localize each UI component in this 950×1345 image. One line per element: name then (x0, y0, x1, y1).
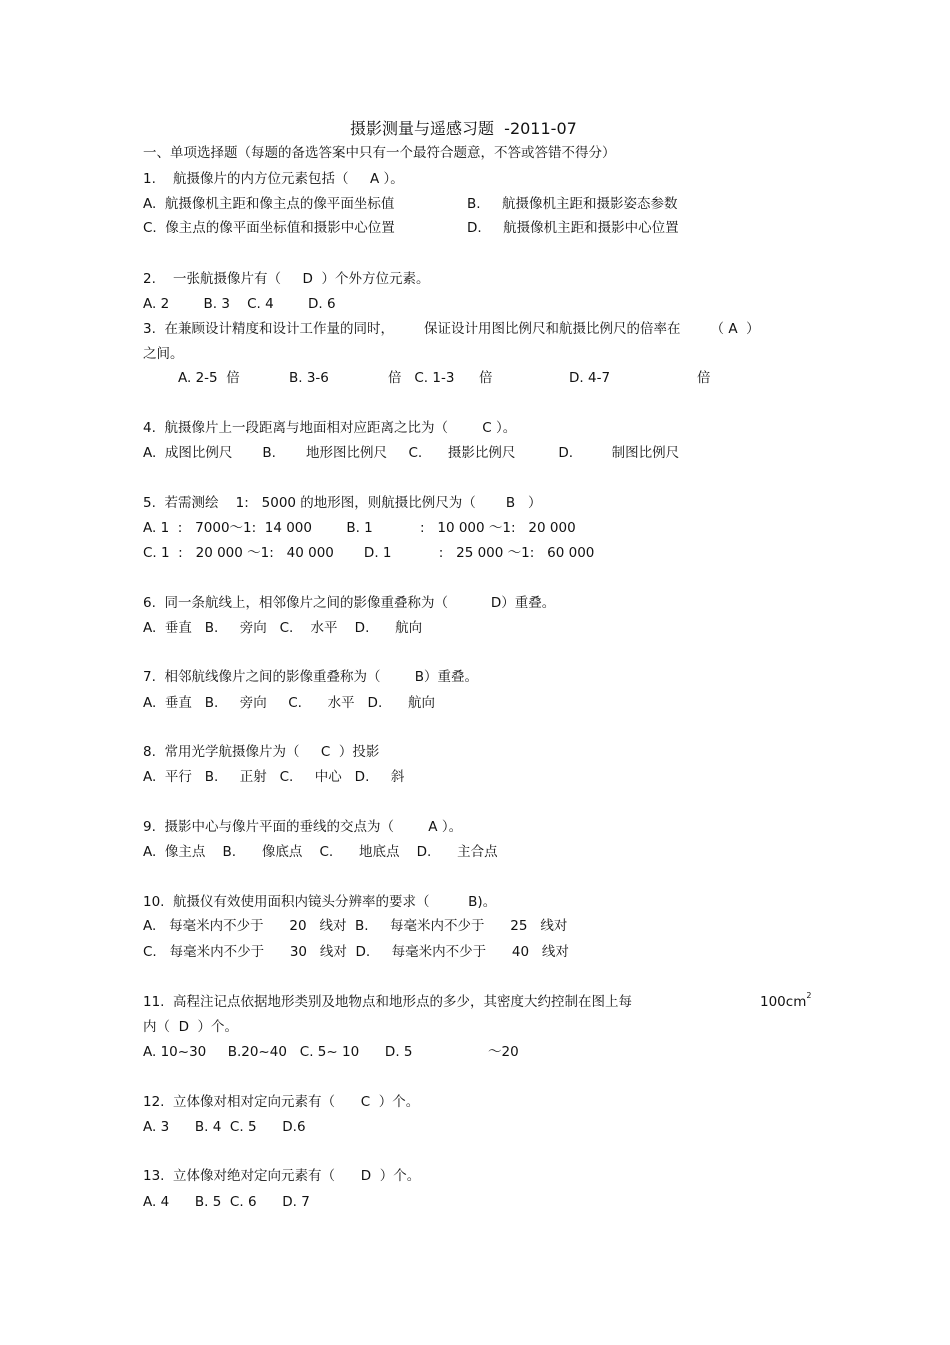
question-2-options: A. 2 B. 3 C. 4 D. 6 (143, 296, 336, 312)
question-10-options-cd: C. 每毫米内不少于 30 线对 D. 每毫米内不少于 40 线对 (143, 944, 569, 960)
question-11-options-tail: ～20 (488, 1044, 519, 1060)
question-8-stem: 8. 常用光学航摄像片为（ C ）投影 (143, 744, 380, 760)
question-3-unit-d: 倍 (697, 370, 711, 386)
question-7-options: A. 垂直 B. 旁向 C. 水平 D. 航向 (143, 695, 435, 711)
question-13-stem: 13. 立体像对绝对定向元素有（ D ）个。 (143, 1168, 421, 1184)
question-3-stem-cont: 之间。 (143, 346, 184, 362)
question-11-area-superscript: 2 (806, 991, 812, 1000)
question-1-option-d: D. 航摄像机主距和摄影中心位置 (467, 220, 679, 236)
question-8-options: A. 平行 B. 正射 C. 中心 D. 斜 (143, 769, 405, 785)
question-3-option-c: 倍 C. 1-3 (388, 370, 455, 386)
question-2-stem: 2. 一张航摄像片有（ D ）个外方位元素。 (143, 271, 430, 287)
question-4-stem: 4. 航摄像片上一段距离与地面相对应距离之比为（ C ）。 (143, 420, 517, 436)
question-9-stem: 9. 摄影中心与像片平面的垂线的交点为（ A ）。 (143, 819, 463, 835)
question-4-options: A. 成图比例尺 B. 地形图比例尺 C. 摄影比例尺 D. 制图比例尺 (143, 445, 680, 461)
question-5-options-cd: C. 1 : 20 000 ～1: 40 000 D. 1 : 25 000 ～1: 60 000 (143, 545, 595, 561)
question-6-stem: 6. 同一条航线上，相邻像片之间的影像重叠称为（ D）重叠。 (143, 595, 556, 611)
question-1-option-a: A. 航摄像机主距和像主点的像平面坐标值 (143, 196, 395, 212)
question-3-unit: 倍 (479, 370, 493, 386)
question-1-option-c: C. 像主点的像平面坐标值和摄影中心位置 (143, 220, 395, 236)
question-6-options: A. 垂直 B. 旁向 C. 水平 D. 航向 (143, 620, 423, 636)
question-10-stem: 10. 航摄仪有效使用面积内镜头分辨率的要求（ B)。 (143, 894, 497, 910)
question-1-option-b: B. 航摄像机主距和摄影姿态参数 (467, 196, 678, 212)
question-9-options: A. 像主点 B. 像底点 C. 地底点 D. 主合点 (143, 844, 498, 860)
question-1-stem: 1. 航摄像片的内方位元素包括（ A ）。 (143, 171, 404, 187)
question-7-stem: 7. 相邻航线像片之间的影像重叠称为（ B）重叠。 (143, 669, 479, 685)
question-11-area-value: 100cm (760, 994, 807, 1010)
question-5-options-ab: A. 1 : 7000～1: 14 000 B. 1 : 10 000 ～1: 20 000 (143, 520, 576, 536)
question-3-option-a: A. 2-5 倍 (178, 370, 240, 386)
question-3-option-d: D. 4-7 (569, 370, 611, 386)
question-11-stem-cont: 内（ D ）个。 (143, 1019, 239, 1035)
question-12-options: A. 3 B. 4 C. 5 D.6 (143, 1119, 306, 1135)
question-13-options: A. 4 B. 5 C. 6 D. 7 (143, 1194, 310, 1210)
question-5-stem: 5. 若需测绘 1: 5000 的地形图，则航摄比例尺为（ B ） (143, 495, 542, 511)
question-3-option-b: B. 3-6 (289, 370, 329, 386)
question-11-options: A. 10~30 B.20~40 C. 5~ 10 D. 5 (143, 1044, 413, 1060)
section-heading: 一、单项选择题（每题的备选答案中只有一个最符合题意，不答或答错不得分） (143, 145, 616, 161)
question-11-stem: 11. 高程注记点依据地形类别及地物点和地形点的多少，其密度大约控制在图上每 (143, 994, 633, 1010)
question-3-stem: 3. 在兼顾设计精度和设计工作量的同时， 保证设计用图比例尺和航摄比例尺的倍率在 （ A ） (143, 321, 760, 337)
page-title: 摄影测量与遥感习题 -2011-07 (350, 119, 577, 138)
question-12-stem: 12. 立体像对相对定向元素有（ C ）个。 (143, 1094, 420, 1110)
question-10-options-ab: A. 每毫米内不少于 20 线对 B. 每毫米内不少于 25 线对 (143, 918, 568, 934)
question-11-area (760, 993, 811, 1013)
